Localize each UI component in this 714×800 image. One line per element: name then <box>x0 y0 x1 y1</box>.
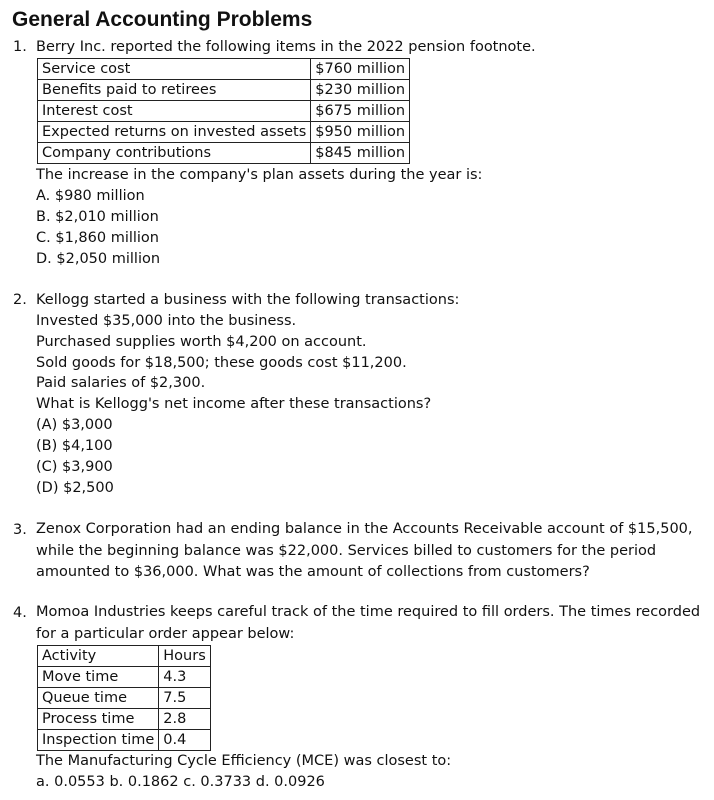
table-row <box>38 730 211 751</box>
table-cell-hours: 7.5 <box>159 688 211 709</box>
q2-option-d: (D) $2,500 <box>36 480 114 496</box>
table-cell-value: $675 million <box>311 101 410 122</box>
table-row <box>38 101 410 122</box>
table-cell-activity: Move time <box>38 667 159 688</box>
q2-stem: Kellogg started a business with the following transactions: <box>36 292 460 308</box>
q3-text: Zenox Corporation had an ending balance in the Accounts Receivable account of $15,500, while the beginning balance was $22,000. Services billed to customers for the period amounted to $36,000. What was the amount of collections from customers? <box>36 521 693 580</box>
table-row <box>38 709 211 730</box>
q2-option-a: (A) $3,000 <box>36 417 113 433</box>
table-cell-value: $230 million <box>311 80 410 101</box>
table-cell-hours: 0.4 <box>159 730 211 751</box>
table-cell-activity: Process time <box>38 709 159 730</box>
table-cell-activity: Queue time <box>38 688 159 709</box>
q2-question: What is Kellogg's net income after these transactions? <box>36 396 432 412</box>
q4-time-table <box>37 645 211 751</box>
q1-stem: Berry Inc. reported the following items in the 2022 pension footnote. <box>36 39 536 55</box>
table-cell-activity: Inspection time <box>38 730 159 751</box>
q3-number: 3. <box>13 522 27 538</box>
table-row <box>38 80 410 101</box>
q1-option-a: A. $980 million <box>36 188 145 204</box>
q2-line-2: Purchased supplies worth $4,200 on account. <box>36 334 367 350</box>
table-row <box>38 688 211 709</box>
q1-number: 1. <box>13 39 27 55</box>
table-row <box>38 59 410 80</box>
page-title: General Accounting Problems <box>12 8 313 31</box>
table-cell-hours: 4.3 <box>159 667 211 688</box>
table-cell-item: Expected returns on invested assets <box>38 122 311 143</box>
q2-line-4: Paid salaries of $2,300. <box>36 375 206 391</box>
q2-option-c: (C) $3,900 <box>36 459 113 475</box>
table-header-hours: Hours <box>159 646 211 667</box>
q4-options: a. 0.0553 b. 0.1862 c. 0.3733 d. 0.0926 <box>36 774 325 790</box>
table-row <box>38 143 410 164</box>
table-cell-item: Benefits paid to retirees <box>38 80 311 101</box>
table-header-activity: Activity <box>38 646 159 667</box>
q4-stem: Momoa Industries keeps careful track of the time required to fill orders. The times recorded for a particular order appear below: <box>36 604 701 642</box>
q1-question: The increase in the company's plan assets during the year is: <box>36 167 483 183</box>
table-header-row <box>38 646 211 667</box>
table-row <box>38 122 410 143</box>
table-cell-item: Company contributions <box>38 143 311 164</box>
q1-option-c: C. $1,860 million <box>36 230 159 246</box>
q4-number: 4. <box>13 605 27 621</box>
q1-option-b: B. $2,010 million <box>36 209 159 225</box>
table-cell-value: $950 million <box>311 122 410 143</box>
q2-number: 2. <box>13 292 27 308</box>
table-cell-value: $845 million <box>311 143 410 164</box>
q4-question: The Manufacturing Cycle Efficiency (MCE) was closest to: <box>36 753 452 769</box>
table-row <box>38 667 211 688</box>
table-cell-hours: 2.8 <box>159 709 211 730</box>
q2-option-b: (B) $4,100 <box>36 438 113 454</box>
table-cell-item: Service cost <box>38 59 311 80</box>
q1-option-d: D. $2,050 million <box>36 251 161 267</box>
table-cell-item: Interest cost <box>38 101 311 122</box>
table-cell-value: $760 million <box>311 59 410 80</box>
q2-line-3: Sold goods for $18,500; these goods cost $11,200. <box>36 355 407 371</box>
q1-pension-table <box>37 58 410 164</box>
q2-line-1: Invested $35,000 into the business. <box>36 313 297 329</box>
